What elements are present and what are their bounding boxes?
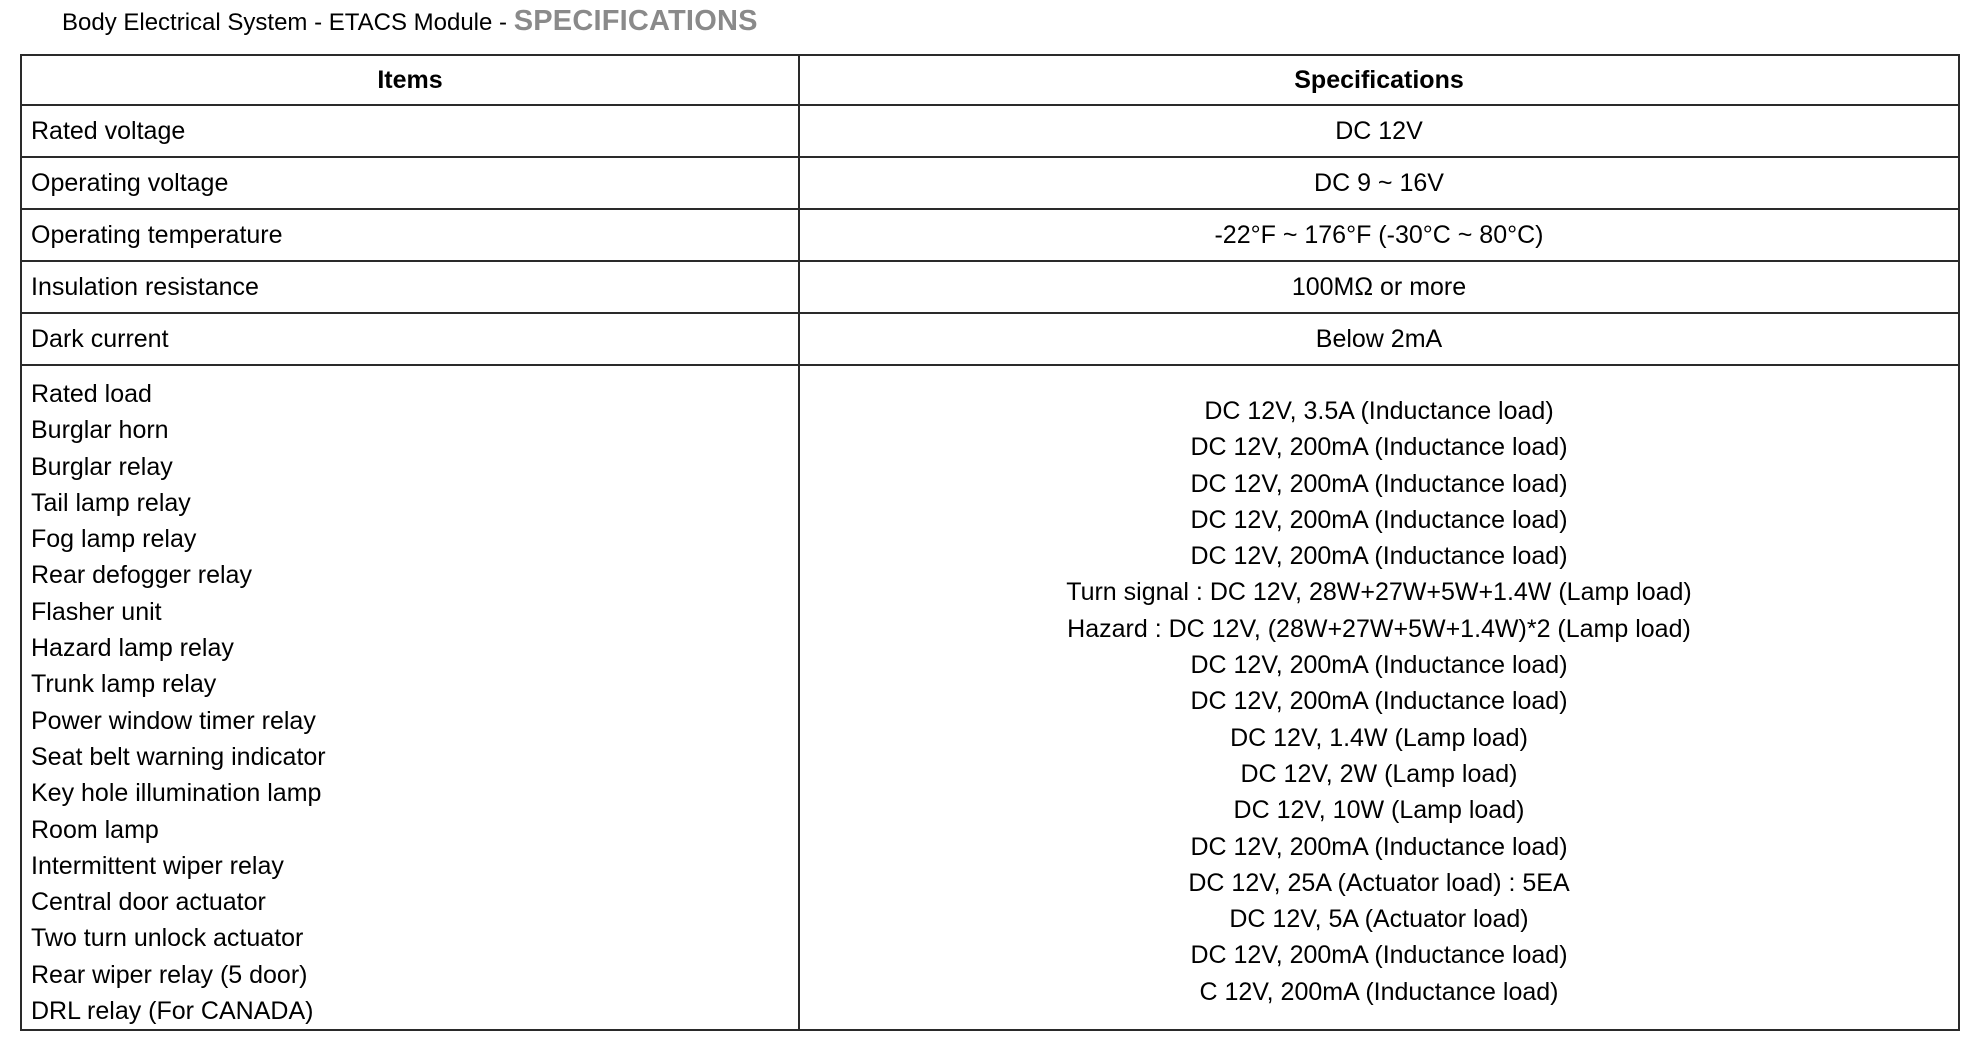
column-header-specifications: Specifications [799, 55, 1959, 105]
rated-load-items-cell [21, 365, 799, 1030]
list-item: Rear wiper relay (5 door) [31, 960, 308, 989]
list-item: DC 12V, 5A (Actuator load) [1229, 905, 1529, 934]
list-item: DC 12V, 200mA (Inductance load) [1190, 941, 1568, 970]
rated-load-items-list [22, 366, 798, 1029]
row-spec: -22°F ~ 176°F (-30°C ~ 80°C) [799, 209, 1959, 261]
list-item: DC 12V, 2W (Lamp load) [1240, 759, 1518, 788]
row-item: Rated voltage [21, 105, 799, 157]
list-item: Tail lamp relay [31, 488, 191, 517]
list-item: DRL relay (For CANADA) [31, 997, 314, 1026]
list-item: Burglar horn [31, 416, 169, 445]
list-item: DC 12V, 200mA (Inductance load) [1190, 651, 1568, 680]
list-item: Rated load [31, 380, 152, 408]
list-item: Trunk lamp relay [31, 670, 217, 699]
list-item: Flasher unit [31, 597, 162, 626]
breadcrumb-path: Body Electrical System - ETACS Module - [62, 9, 514, 36]
rated-load-specs-list [800, 366, 1958, 1010]
page-title: SPECIFICATIONS [513, 5, 758, 37]
rated-load-specs-cell [799, 365, 1959, 1030]
list-item: DC 12V, 3.5A (Inductance load) [1204, 397, 1554, 425]
list-item: DC 12V, 200mA (Inductance load) [1190, 505, 1568, 534]
breadcrumb [62, 4, 758, 40]
list-item: Intermittent wiper relay [31, 851, 284, 880]
table-head [21, 55, 1959, 105]
row-spec: DC 12V [799, 105, 1959, 157]
list-item: DC 12V, 200mA (Inductance load) [1190, 469, 1568, 498]
list-item: DC 12V, 200mA (Inductance load) [1190, 542, 1568, 571]
row-spec: Below 2mA [799, 313, 1959, 365]
table-header-row [21, 55, 1959, 105]
list-item: Hazard lamp relay [31, 634, 234, 663]
list-item: DC 12V, 10W (Lamp load) [1233, 796, 1525, 825]
column-header-items: Items [21, 55, 799, 105]
list-item: Fog lamp relay [31, 525, 197, 554]
row-item: Operating temperature [21, 209, 799, 261]
list-item: Room lamp [31, 815, 159, 844]
row-item: Insulation resistance [21, 261, 799, 313]
table-row [21, 157, 1959, 209]
row-spec: 100MΩ or more [799, 261, 1959, 313]
list-item: Key hole illumination lamp [31, 779, 322, 808]
list-item: Hazard : DC 12V, (28W+27W+5W+1.4W)*2 (Lamp load) [1067, 614, 1691, 643]
table-row [21, 209, 1959, 261]
list-item: C 12V, 200mA (Inductance load) [1199, 977, 1559, 1006]
row-item: Dark current [21, 313, 799, 365]
list-item: Rear defogger relay [31, 561, 252, 590]
list-item: DC 12V, 1.4W (Lamp load) [1230, 723, 1528, 752]
specifications-table [20, 54, 1960, 1031]
table-row-rated-load [21, 365, 1959, 1030]
list-item: DC 12V, 25A (Actuator load) : 5EA [1188, 868, 1570, 897]
list-item: DC 12V, 200mA (Inductance load) [1190, 433, 1568, 462]
table-body [21, 105, 1959, 1030]
row-item: Operating voltage [21, 157, 799, 209]
list-item: Turn signal : DC 12V, 28W+27W+5W+1.4W (Lamp load) [1066, 578, 1692, 607]
list-item: Central door actuator [31, 888, 266, 917]
list-item: Two turn unlock actuator [31, 924, 304, 953]
row-spec: DC 9 ~ 16V [799, 157, 1959, 209]
table-row [21, 105, 1959, 157]
list-item: DC 12V, 200mA (Inductance load) [1190, 687, 1568, 716]
table-row [21, 313, 1959, 365]
list-item: Seat belt warning indicator [31, 742, 326, 771]
list-item: Power window timer relay [31, 706, 316, 735]
list-item: DC 12V, 200mA (Inductance load) [1190, 832, 1568, 861]
list-item: Burglar relay [31, 452, 173, 481]
table-row [21, 261, 1959, 313]
